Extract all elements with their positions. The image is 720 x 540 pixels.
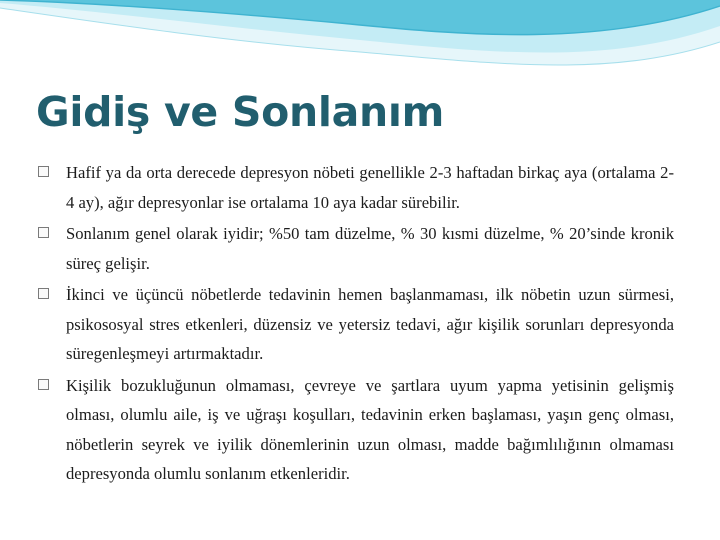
bullet-item — [38, 280, 674, 369]
bullet-list — [38, 158, 674, 491]
square-bullet-icon — [38, 227, 49, 238]
bullet-text: İkinci ve üçüncü nöbetlerde tedavinin hemen başlanmaması, ilk nöbetin uzun sürmesi, psikososyal stres etkenleri, düzensiz ve yetersiz tedavi, ağır kişilik sorunları depresyonda süregenleşmeyi artırmaktadır. — [66, 285, 674, 363]
slide-title: Gidiş ve Sonlanım — [36, 88, 445, 136]
bullet-text: Sonlanım genel olarak iyidir; %50 tam düzelme, % 30 kısmi düzelme, % 20’sinde kronik süreç gelişir. — [66, 224, 674, 273]
bullet-item — [38, 371, 674, 489]
bullet-text: Hafif ya da orta derecede depresyon nöbeti genellikle 2-3 haftadan birkaç aya (ortalama 2-4 ay), ağır depresyonlar ise ortalama 10 aya kadar sürebilir. — [66, 163, 674, 212]
bullet-text: Kişilik bozukluğunun olmaması, çevreye ve şartlara uyum yapma yetisinin gelişmiş olması, olumlu aile, iş ve uğraşı koşulları, tedavinin erken başlaması, yaşın genç olması, nöbetlerin seyrek ve iyilik dönemlerinin uzun olması, madde bağımlılığının olmaması depresyonda olumlu sonlanım etkenleridir. — [66, 375, 674, 483]
square-bullet-icon — [38, 166, 49, 177]
bullet-item — [38, 219, 674, 278]
square-bullet-icon — [38, 288, 49, 299]
header-wave-decoration — [0, 0, 720, 86]
bullet-item — [38, 158, 674, 217]
square-bullet-icon — [38, 379, 49, 390]
